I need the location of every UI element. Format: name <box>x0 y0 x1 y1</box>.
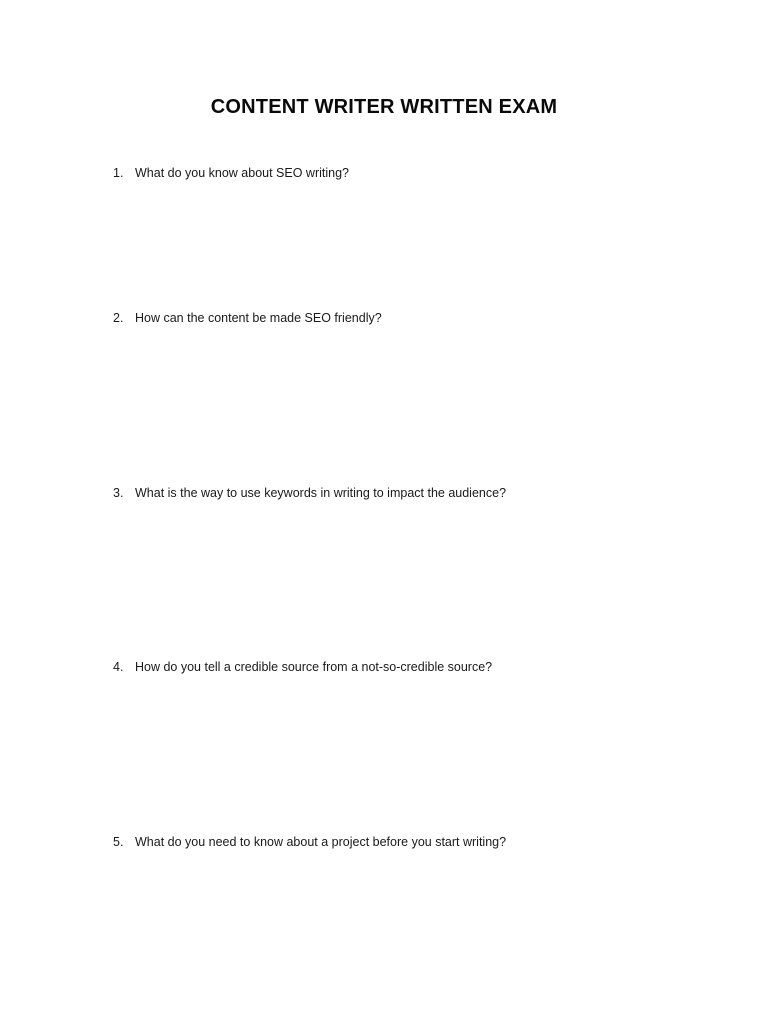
question-number: 1. <box>113 166 124 180</box>
question-item <box>113 485 673 501</box>
question-text: What is the way to use keywords in writing to impact the audience? <box>135 486 507 500</box>
question-text: What do you know about SEO writing? <box>135 166 350 180</box>
question-text: What do you need to know about a project before you start writing? <box>135 835 507 849</box>
question-item <box>113 659 673 675</box>
question-number: 5. <box>113 835 124 849</box>
question-item <box>113 834 673 850</box>
question-number: 2. <box>113 311 124 325</box>
exam-title: CONTENT WRITER WRITTEN EXAM <box>210 96 558 118</box>
question-number: 4. <box>113 660 124 674</box>
question-item <box>113 165 673 181</box>
question-text: How do you tell a credible source from a not-so-credible source? <box>135 660 493 674</box>
question-item <box>113 310 673 326</box>
question-number: 3. <box>113 486 124 500</box>
question-text: How can the content be made SEO friendly? <box>135 311 382 325</box>
